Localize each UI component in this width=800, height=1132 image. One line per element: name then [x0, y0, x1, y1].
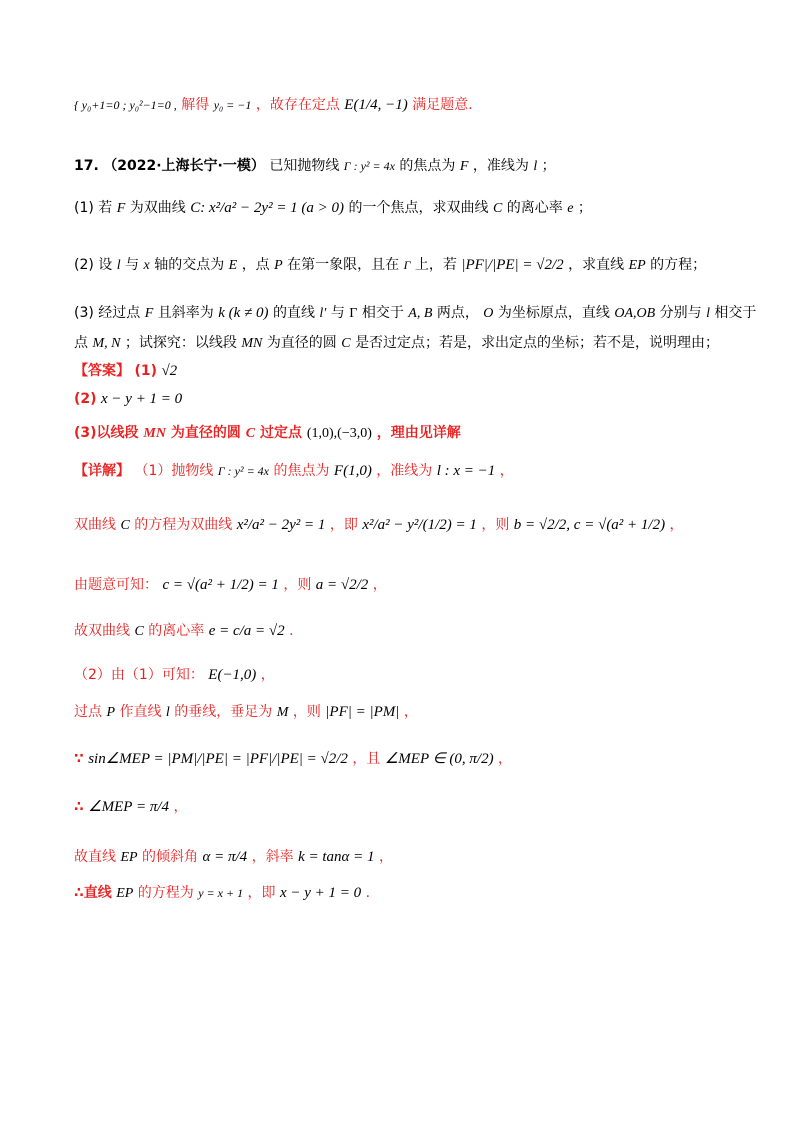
- formula: E(−1,0): [208, 667, 257, 683]
- formula: l: [706, 306, 710, 321]
- text: （2）由（1）可知：: [74, 667, 204, 683]
- formula: α = π/4: [202, 849, 248, 865]
- formula: Γ : y² = 4x: [343, 159, 395, 173]
- formula: |PF| = |PM|: [325, 704, 400, 720]
- text: 在第一象限，且在: [287, 257, 400, 273]
- solution-line-1: [74, 94, 473, 114]
- part-tag: (1): [74, 200, 94, 216]
- text: ，理由见详解: [376, 425, 461, 441]
- formula: EP: [628, 258, 646, 273]
- text: 作直线: [119, 704, 162, 720]
- text: 的方程为双曲线: [134, 517, 233, 533]
- detail-9: [74, 846, 393, 866]
- text: ，: [378, 849, 393, 865]
- text: ，故存在定点: [255, 97, 340, 113]
- text: ，: [669, 517, 684, 533]
- text: 的方程；: [650, 257, 707, 273]
- formula: |PF|/|PE| = √2/2: [461, 257, 564, 273]
- text: 的焦点为: [399, 158, 456, 174]
- formula: C: x²/a² − 2y² = 1 (a > 0): [190, 200, 345, 216]
- text: ，: [499, 463, 514, 479]
- formula: P: [274, 258, 283, 273]
- formula: E(1/4, −1): [344, 97, 408, 113]
- formula: C: [120, 518, 130, 533]
- text: 的方程为: [137, 885, 194, 901]
- part-tag: (3): [74, 305, 94, 321]
- text: 相交于: [714, 305, 757, 321]
- text: 的直线: [272, 305, 315, 321]
- formula: l′: [319, 306, 327, 321]
- text: (3)以线段: [74, 425, 139, 441]
- formula: EP: [120, 850, 138, 865]
- text: 为双曲线: [129, 200, 186, 216]
- detail-8: [74, 796, 187, 816]
- text: ，: [498, 751, 513, 767]
- text: 点: [74, 335, 88, 351]
- formula: c = √(a² + 1/2) = 1: [162, 577, 279, 593]
- formula: Γ : y² = 4x: [217, 464, 269, 478]
- text: ，且: [352, 751, 381, 767]
- formula: Γ: [349, 306, 358, 321]
- text: ，准线为: [472, 158, 529, 174]
- detail-5: [74, 664, 275, 684]
- text: 若: [98, 200, 113, 216]
- formula: MN: [241, 336, 263, 351]
- text: 且斜率为: [157, 305, 214, 321]
- formula: C: [134, 624, 144, 639]
- formula: l: [116, 258, 121, 273]
- text: 的倾斜角: [142, 849, 199, 865]
- formula: e: [567, 201, 574, 216]
- formula: ∠MEP = π/4: [88, 799, 170, 815]
- text: 故直线: [74, 849, 116, 865]
- text: .: [365, 885, 371, 901]
- text: ，则: [292, 704, 321, 720]
- text: 由题意可知：: [74, 577, 158, 593]
- text: （1）抛物线: [134, 463, 214, 479]
- formula: l: [165, 705, 170, 720]
- text: 解得: [181, 97, 210, 113]
- text: 已知抛物线: [269, 158, 340, 174]
- text: ，: [260, 667, 275, 683]
- detail-3: [74, 574, 387, 594]
- detail-10: [74, 882, 370, 902]
- formula: MN: [143, 426, 166, 441]
- detail-4: [74, 620, 294, 640]
- problem-number: 17.: [74, 158, 99, 174]
- text: 的离心率: [506, 200, 563, 216]
- formula: k = tanα = 1: [298, 849, 375, 865]
- formula: A, B: [408, 306, 433, 321]
- text: ，则: [283, 577, 312, 593]
- text: 轴的交点为: [154, 257, 225, 273]
- formula: (1,0),(−3,0): [306, 426, 372, 441]
- text: 过定点: [259, 425, 302, 441]
- text: ；: [577, 200, 592, 216]
- text: 上，若: [414, 257, 457, 273]
- formula: F(1,0): [333, 463, 372, 479]
- text: 为直径的圆: [170, 425, 241, 441]
- text: ∵: [74, 751, 84, 767]
- text: 分别与: [659, 305, 702, 321]
- formula: EP: [116, 886, 134, 901]
- formula: x − y + 1 = 0: [279, 885, 362, 901]
- answer-3: [74, 422, 461, 442]
- text: 双曲线: [74, 517, 116, 533]
- formula: C: [245, 426, 256, 441]
- text: ，即: [329, 517, 358, 533]
- text: 两点，: [436, 305, 479, 321]
- formula: x: [143, 258, 150, 273]
- text: 的垂线，垂足为: [174, 704, 273, 720]
- formula: l : x = −1: [436, 463, 496, 479]
- text: 相交于: [361, 305, 404, 321]
- detail-label: 【详解】: [74, 463, 130, 479]
- formula: y₀ = −1: [213, 98, 252, 112]
- answer-1: [74, 360, 177, 380]
- text: 是否过定点；若是，求出定点的坐标；若不是，说明理由；: [355, 335, 720, 351]
- formula: e = c/a = √2: [208, 623, 285, 639]
- text: ，: [173, 799, 188, 815]
- formula: P: [106, 705, 116, 720]
- formula: O: [483, 306, 494, 321]
- detail-7: [74, 748, 512, 768]
- text: 与: [330, 305, 345, 321]
- formula: a = √2/2: [315, 577, 369, 593]
- text: 的一个焦点，求双曲线: [348, 200, 489, 216]
- problem-part-3: [74, 302, 756, 322]
- formula: F: [116, 201, 126, 216]
- problem-part-2: [74, 254, 706, 274]
- text: 的离心率: [148, 623, 205, 639]
- text: (2): [74, 391, 97, 407]
- problem-part-3-cont: [74, 332, 719, 352]
- problem-source: （2022·上海长宁·一模）: [103, 158, 265, 174]
- text: ，求直线: [568, 257, 625, 273]
- formula: OA,OB: [614, 306, 656, 321]
- text: 过点: [74, 704, 102, 720]
- formula: ∠MEP ∈ (0, π/2): [384, 751, 494, 767]
- text: ，斜率: [251, 849, 294, 865]
- text: ∴直线: [74, 885, 112, 901]
- formula: k (k ≠ 0): [218, 305, 269, 321]
- text: ，准线为: [376, 463, 433, 479]
- formula: E: [228, 258, 238, 273]
- formula: sin∠MEP = |PM|/|PE| = |PF|/|PE| = √2/2: [88, 751, 348, 767]
- text: ，: [403, 704, 418, 720]
- detail-1: [74, 460, 514, 480]
- text: 经过点: [98, 305, 141, 321]
- text: ，则: [481, 517, 510, 533]
- text: ，即: [247, 885, 276, 901]
- answer-2: [74, 391, 182, 408]
- text: ；: [541, 158, 556, 174]
- part-tag: (2): [74, 257, 94, 273]
- text: 故双曲线: [74, 623, 130, 639]
- formula: F: [144, 306, 154, 321]
- text: 的焦点为: [273, 463, 330, 479]
- formula: l: [533, 159, 538, 174]
- formula: F: [459, 159, 469, 174]
- text: ∴: [74, 799, 84, 815]
- text: 与: [125, 257, 140, 273]
- equation-system: { y₀+1=0 ; y₀²−1=0 ,: [74, 98, 177, 112]
- formula: y = x + 1: [198, 886, 244, 900]
- formula: M, N: [92, 336, 121, 351]
- problem-part-1: [74, 197, 592, 217]
- formula: x²/a² − 2y² = 1: [236, 517, 326, 533]
- text: .: [289, 623, 294, 639]
- formula: M: [276, 705, 289, 720]
- detail-6: [74, 701, 418, 721]
- answer-label: 【答案】: [74, 363, 130, 379]
- detail-2: [74, 514, 684, 534]
- formula: x²/a² − y²/(1/2) = 1: [362, 517, 477, 533]
- formula: Γ: [403, 258, 411, 272]
- text: 为坐标原点，直线: [497, 305, 610, 321]
- formula: b = √2/2, c = √(a² + 1/2): [513, 517, 666, 533]
- formula: x − y + 1 = 0: [101, 391, 183, 407]
- text: 设: [98, 257, 113, 273]
- text: ，点: [241, 257, 270, 273]
- text: ；试探究：以线段: [124, 335, 237, 351]
- text: ，: [372, 577, 387, 593]
- text: (1): [134, 363, 157, 379]
- text: 满足题意.: [412, 97, 473, 113]
- problem-17-header: [74, 155, 556, 175]
- formula: C: [341, 336, 351, 351]
- text: 为直径的圆: [266, 335, 337, 351]
- formula: √2: [161, 363, 178, 379]
- formula: C: [492, 201, 503, 216]
